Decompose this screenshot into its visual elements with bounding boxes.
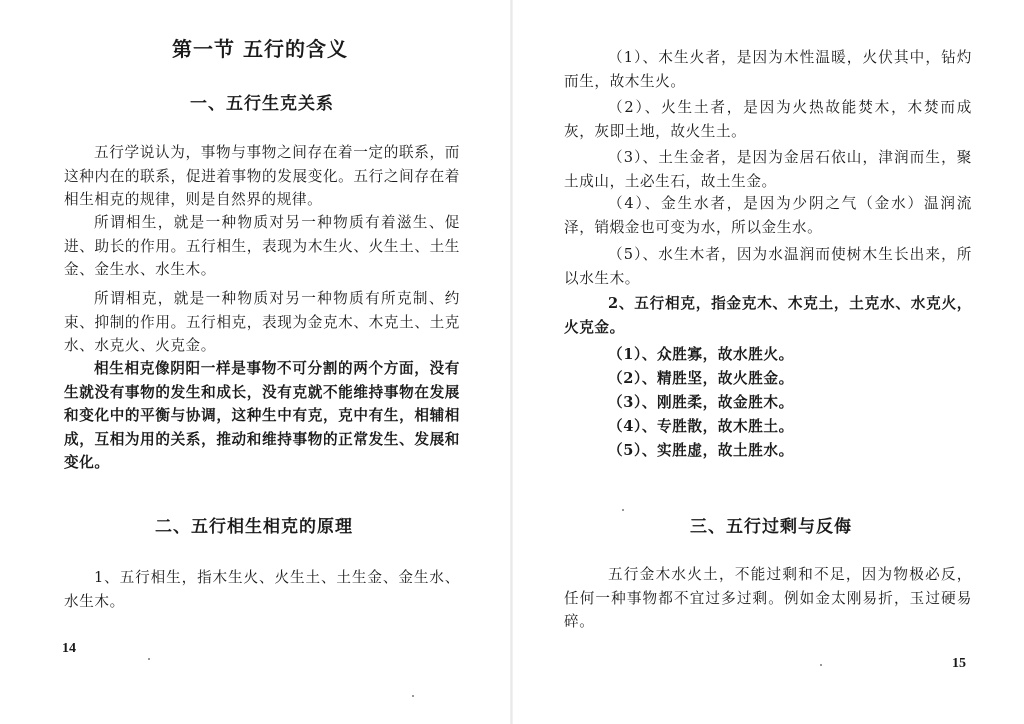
sheng-item-5: （5）、水生木者，因为水温润而使树木生长出来，所以水生木。 [564, 246, 972, 287]
section-title: 第一节 五行的含义 [172, 37, 348, 61]
heading-excess-insult: 三、五行过剩与反侮 [690, 517, 852, 537]
paragraph-wuxing-theory: 五行学说认为，事物与事物之间存在着一定的联系，而这种内在的联系，促进着事物的发展变化。五行之间存在着相生相克的规律，则是自然界的规律。 [64, 144, 460, 208]
paragraph-xiangsheng: 所谓相生，就是一种物质对另一种物质有着滋生、促进、助长的作用。五行相生，表现为木生火、火生土、土生金、金生水、水生木。 [64, 214, 460, 278]
ke-item-3: （3）、刚胜柔，故金胜木。 [608, 394, 794, 411]
page-number-left: 14 [62, 641, 76, 656]
ke-item-4: （4）、专胜散，故木胜土。 [608, 418, 794, 435]
paragraph-shengke-yinyang: 相生相克像阴阳一样是事物不可分割的两个方面，没有生就没有事物的发生和成长，没有克就不能维持事物在发展和变化中的平衡与协调，这种生中有克，克中有生，相辅相成，互相为用的关系，推动和维持事物的正常发生、发展和变化。 [64, 360, 460, 471]
ke-item-1: （1）、众胜寡，故水胜火。 [608, 346, 794, 363]
sheng-item-1: （1）、木生火者，是因为木性温暖，火伏其中，钻灼而生，故木生火。 [564, 49, 972, 90]
sheng-item-2: （2）、火生土者，是因为火热故能焚木，木焚而成灰，灰即土地，故火生土。 [564, 99, 972, 140]
paragraph-excess: 五行金木水火土，不能过剩和不足，因为物极必反，任何一种事物都不宜过多过剩。例如金太刚易折，玉过硬易碎。 [564, 566, 972, 630]
ke-item-5: （5）、实胜虚，故土胜水。 [608, 442, 794, 459]
sheng-item-3: （3）、土生金者，是因为金居石依山，津润而生，聚土成山，土必生石，故土生金。 [564, 149, 972, 190]
sheng-item-4: （4）、金生水者，是因为少阴之气（金水）温润流泽，销煅金也可变为水，所以金生水。 [564, 195, 972, 236]
item-wuxing-xiangsheng: 1、五行相生，指木生火、火生土、土生金、金生水、水生木。 [64, 569, 460, 610]
heading-shengke-principle: 二、五行相生相克的原理 [155, 517, 353, 537]
ke-item-2: （2）、精胜坚，故火胜金。 [608, 370, 794, 387]
page-number-right: 15 [952, 656, 966, 671]
item-wuxing-xiangke: 2、五行相克，指金克木、木克土，土克水、水克火，火克金。 [564, 295, 972, 336]
scan-speck [412, 695, 414, 697]
heading-shengke-relation: 一、五行生克关系 [190, 94, 334, 114]
right-page [512, 0, 1024, 724]
paragraph-xiangke: 所谓相克，就是一种物质对另一种物质有所克制、约束、抑制的作用。五行相克，表现为金克木、木克土、土克水、水克火、火克金。 [64, 290, 460, 354]
scan-speck [622, 509, 624, 511]
scan-speck [820, 664, 822, 666]
scan-speck [148, 658, 150, 660]
